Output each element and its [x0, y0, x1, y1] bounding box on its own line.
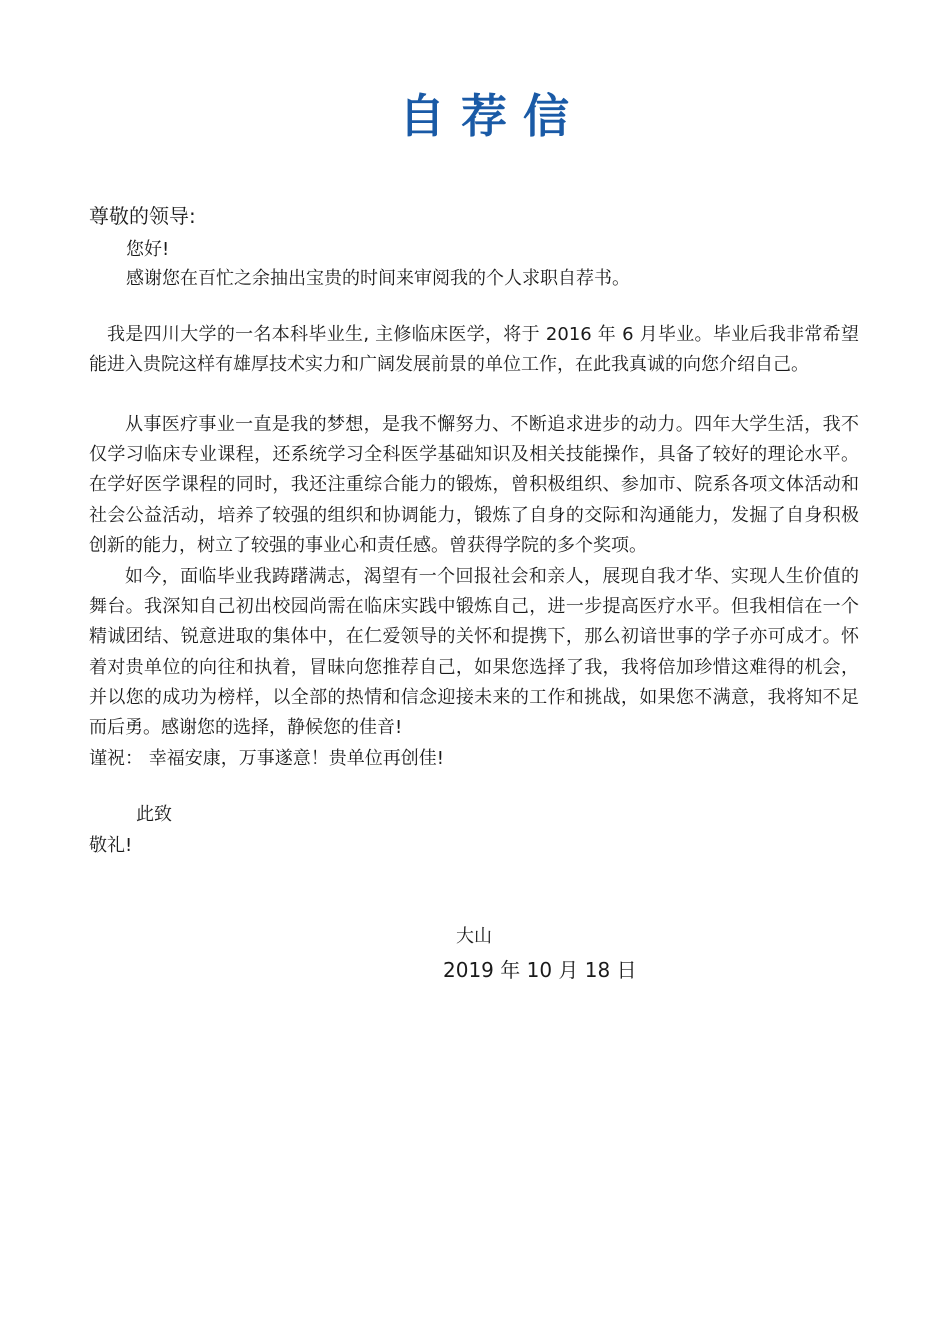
greeting: 您好! [126, 239, 170, 260]
thanks-line: 感谢您在百忙之余抽出宝贵的时间来审阅我的个人求职自荐书。 [126, 268, 630, 289]
letter-title: 自荐信 [399, 89, 585, 143]
closing-wish: 谨祝： 幸福安康，万事遂意！贵单位再创佳! [89, 748, 444, 769]
paragraph-introduction: 我是四川大学的一名本科毕业生, 主修临床医学，将于 2016 年 6 月毕业。毕业后我非常希望能进入贵院这样有雄厚技术实力和广阔发展前景的单位工作，在此我真诚的向您介绍自己。 [89, 324, 859, 376]
closing-jingli: 敬礼! [89, 835, 133, 856]
paragraph-aspiration: 如今，面临毕业我踌躇满志，渴望有一个回报社会和亲人，展现自我才华、实现人生价值的舞台。我深知自己初出校园尚需在临床实践中锻炼自己，进一步提高医疗水平。但我相信在一个精诚团结、锐意进取的集体中，在仁爱领导的关怀和提携下，那么初谙世事的学子亦可成才。怀着对贵单位的向往和执着，冒昧向您推荐自己，如果您选择了我，我将倍加珍惜这难得的机会，并以您的成功为榜样，以全部的热情和信念迎接未来的工作和挑战，如果您不满意，我将知不足而后勇。感谢您的选择，静候您的佳音! [89, 566, 859, 739]
signature-date: 2019 年 10 月 18 日 [443, 958, 637, 982]
salutation: 尊敬的领导: [89, 204, 196, 228]
signer-name: 大山 [456, 926, 492, 947]
paragraph-experience: 从事医疗事业一直是我的梦想，是我不懈努力、不断追求进步的动力。四年大学生活，我不仅学习临床专业课程，还系统学习全科医学基础知识及相关技能操作，具备了较好的理论水平。在学好医学课程的同时，我还注重综合能力的锻炼，曾积极组织、参加市、院系各项文体活动和社会公益活动，培养了较强的组织和协调能力，锻炼了自身的交际和沟通能力，发掘了自身积极创新的能力，树立了较强的事业心和责任感。曾获得学院的多个奖项。 [89, 414, 859, 556]
closing-cizhi: 此致 [136, 804, 172, 825]
